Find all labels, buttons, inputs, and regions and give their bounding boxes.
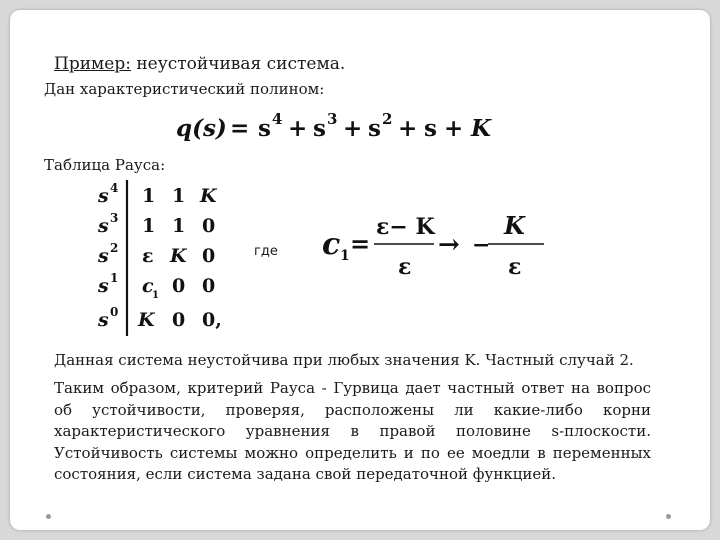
- routh-table: [86, 176, 236, 342]
- c1-equals: =: [350, 229, 371, 258]
- routh-power-s2-exp: 2: [110, 241, 119, 255]
- given-polynomial-label: Дан характеристический полином:: [44, 80, 325, 98]
- poly-term-k: K: [471, 115, 491, 142]
- poly-plus-3: +: [398, 115, 418, 142]
- routh-power-s0: s: [98, 309, 109, 331]
- poly-term-s3: s: [313, 115, 326, 142]
- routh-power-s0-exp: 0: [110, 305, 119, 319]
- where-label: где: [254, 244, 278, 259]
- poly-plus-4: +: [444, 115, 464, 142]
- routh-cell-r5c3: 0,: [202, 309, 222, 331]
- title-example-label: Пример:: [54, 54, 131, 74]
- c1-arrow: →: [438, 230, 460, 260]
- routh-power-s1-exp: 1: [110, 271, 119, 285]
- routh-cell-r4c2: 0: [172, 275, 186, 297]
- poly-plus-2: +: [343, 115, 363, 142]
- poly-term-s2-exp: 2: [382, 110, 393, 128]
- c1-denominator-2: ε: [508, 254, 522, 280]
- title-text: неустойчивая система.: [130, 54, 346, 74]
- routh-power-s1: s: [98, 275, 109, 297]
- poly-term-s2: s: [368, 115, 381, 142]
- routh-cell-r5c1: K: [138, 309, 155, 331]
- routh-cell-r4c1: c: [142, 275, 154, 297]
- summary-paragraph: Таким образом, критерий Рауса - Гурвица дает частный ответ на вопрос об устойчивости, проверяя, расположены ли какие-либо корни характеристического уравнения в правой половине s-плоскости. Устойчивость системы можно определить и по ее моедли в переменных состояния, если система задана свой передаточной функцией.: [54, 379, 651, 484]
- poly-equals: =: [230, 115, 250, 142]
- c1-minus-sign: −: [472, 232, 491, 258]
- c1-numerator-1: ε− K: [376, 214, 435, 240]
- conclusion-paragraph: Данная система неустойчива при любых значения K. Частный случай 2.: [54, 351, 634, 369]
- routh-cell-r1c2: 1: [172, 185, 186, 207]
- poly-lhs: q(s): [176, 115, 227, 142]
- routh-cell-r2c3: 0: [202, 215, 216, 237]
- routh-cell-r1c3: K: [200, 185, 217, 207]
- routh-cell-r2c1: 1: [142, 215, 156, 237]
- c1-lhs-sub: 1: [340, 248, 350, 264]
- routh-table-label: Таблица Рауса:: [44, 156, 166, 174]
- routh-cell-r4c1-sub: 1: [152, 290, 159, 301]
- c1-denominator-1: ε: [398, 254, 412, 280]
- routh-cell-r4c3: 0: [202, 275, 216, 297]
- poly-term-s3-exp: 3: [327, 110, 338, 128]
- slide: [10, 10, 710, 530]
- poly-term-s4: s: [258, 115, 271, 142]
- routh-cell-r5c2: 0: [172, 309, 186, 331]
- poly-term-s4-exp: 4: [272, 110, 283, 128]
- slide-dot-bottom-left: [46, 514, 51, 519]
- c1-formula: [320, 208, 550, 282]
- routh-power-s4-exp: 4: [110, 181, 119, 195]
- routh-cell-r3c1: ε: [142, 245, 154, 267]
- routh-cell-r3c2: K: [170, 245, 187, 267]
- poly-term-s: s: [424, 115, 437, 142]
- c1-numerator-2: K: [504, 211, 525, 240]
- routh-power-s4: s: [98, 185, 109, 207]
- c1-lhs: c: [322, 227, 341, 262]
- slide-title: [54, 54, 345, 74]
- characteristic-polynomial: [168, 110, 508, 142]
- poly-plus-1: +: [288, 115, 308, 142]
- routh-cell-r2c2: 1: [172, 215, 186, 237]
- routh-cell-r1c1: 1: [142, 185, 156, 207]
- routh-cell-r3c3: 0: [202, 245, 216, 267]
- slide-dot-bottom-right: [666, 514, 671, 519]
- routh-power-s3: s: [98, 215, 109, 237]
- routh-power-s2: s: [98, 245, 109, 267]
- routh-power-s3-exp: 3: [110, 211, 119, 225]
